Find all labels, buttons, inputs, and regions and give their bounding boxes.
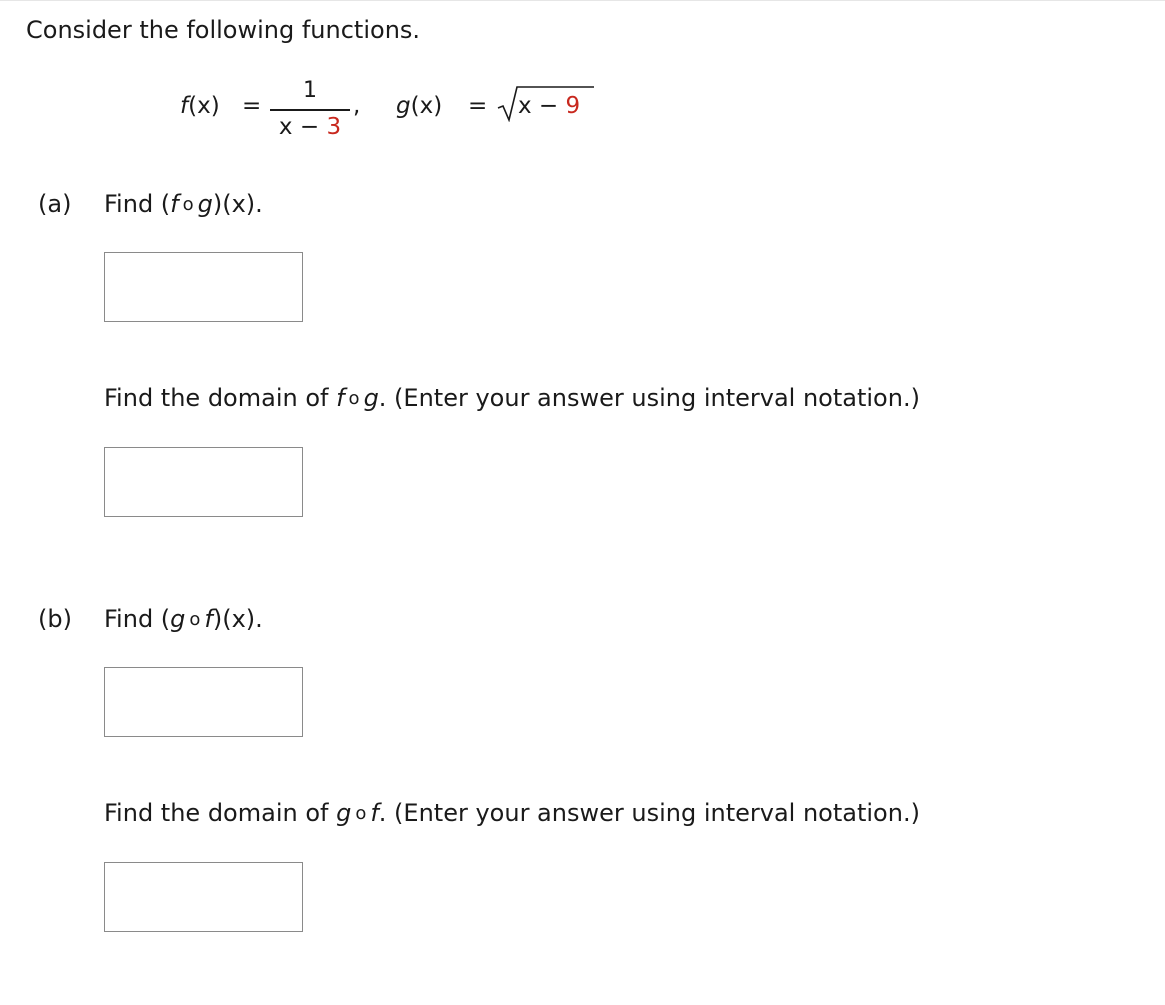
g-rad-var: x − (518, 93, 559, 119)
domain-prefix: Find the domain of (104, 384, 337, 412)
f-definition-lhs (180, 93, 220, 119)
domain-outer: f (336, 384, 345, 412)
domain-outer: g (336, 799, 352, 827)
part-b-tail: )(x). (212, 605, 263, 633)
part-a-inner: g (197, 190, 213, 218)
compose-operator: o (348, 388, 360, 409)
intro-text: Consider the following functions. (26, 16, 421, 44)
part-b-domain-input[interactable] (104, 862, 303, 932)
part-b-inner: f (204, 605, 213, 633)
f-den-var: x − (278, 114, 320, 140)
domain-suffix: . (Enter your answer using interval notation.) (378, 384, 920, 412)
part-b-domain-question (104, 797, 920, 830)
part-b-label: (b) (38, 605, 72, 633)
g-name: g (396, 93, 411, 119)
top-divider (0, 0, 1165, 1)
domain-suffix: . (Enter your answer using interval notation.) (378, 799, 920, 827)
part-a-tail: )(x). (212, 190, 263, 218)
g-arg: (x) (410, 93, 443, 119)
part-a-label: (a) (38, 190, 72, 218)
part-a-domain-input[interactable] (104, 447, 303, 517)
f-name: f (180, 93, 189, 119)
f-fraction (270, 76, 350, 146)
g-rad-const: 9 (565, 93, 581, 119)
g-radicand (518, 93, 580, 119)
part-a-find: Find ( (104, 190, 171, 218)
part-b-find: Find ( (104, 605, 171, 633)
compose-operator: o (182, 194, 194, 215)
domain-inner: g (363, 384, 379, 412)
part-a-outer: f (170, 190, 179, 218)
f-equals: = (242, 93, 262, 119)
part-b-answer-input[interactable] (104, 667, 303, 737)
part-a-domain-question (104, 382, 920, 415)
part-a-question (104, 188, 263, 221)
function-separator: , (353, 93, 361, 119)
f-denominator (270, 114, 350, 140)
domain-inner: f (370, 799, 379, 827)
g-definition-lhs (396, 93, 442, 119)
g-square-root (496, 82, 596, 122)
part-b-question (104, 603, 263, 636)
g-equals: = (468, 93, 488, 119)
domain-prefix: Find the domain of (104, 799, 337, 827)
part-b-outer: g (170, 605, 186, 633)
compose-operator: o (355, 803, 367, 824)
f-numerator: 1 (303, 78, 317, 103)
f-arg: (x) (188, 93, 220, 119)
part-a-answer-input[interactable] (104, 252, 303, 322)
f-den-const: 3 (326, 114, 342, 140)
compose-operator: o (189, 609, 201, 630)
fraction-bar (270, 109, 350, 111)
